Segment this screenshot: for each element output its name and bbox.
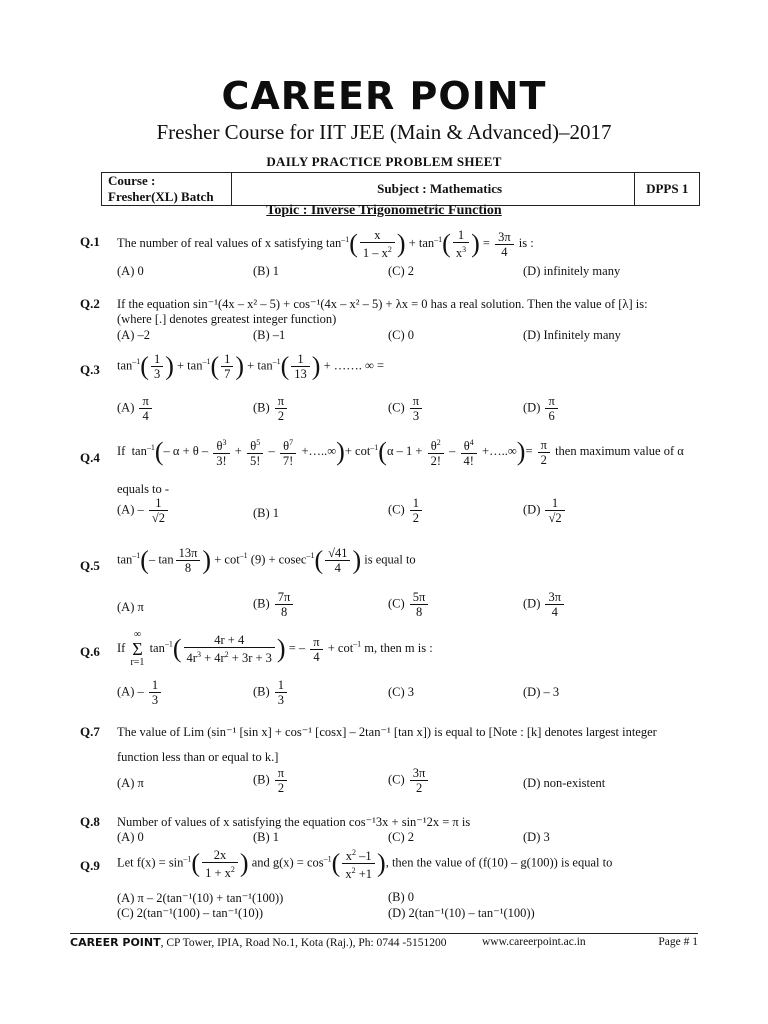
question-number: Q.2 — [80, 296, 100, 311]
option-c: (C) 2(tan⁻¹(100) – tan⁻¹(10)) — [117, 906, 263, 920]
option-d: (D) $\frac{1}{√2}$ — [523, 496, 567, 525]
question-text: The number of real values of x satisfying $\tan^{-1}$( $\frac{x}{1 - x^2}$ ) + $\tan^{-1}$( $\frac{1}{x^3}$ ) = $\frac{3\pi}{4}$ is : — [117, 228, 534, 261]
option-a: (A) π — [117, 600, 144, 614]
question-text: The value of Lim (sin⁻¹ [sin x] + cos⁻¹ [cosx] – 2tan⁻¹ [tan x]) is equal to [Note : [k] denotes largest integer — [117, 725, 657, 739]
question-text: Number of values of x satisfying the equation cos⁻¹3x + sin⁻¹2x = π is — [117, 815, 471, 829]
code-cell: DPPS 1 — [635, 173, 700, 206]
option-b: (B) 1 — [253, 506, 280, 520]
option-c: (C) 3 — [388, 685, 415, 699]
course-info-table — [101, 172, 700, 206]
question-number: Q.7 — [80, 724, 100, 739]
option-c: (C) 2 — [388, 264, 415, 278]
question-number: Q.5 — [80, 558, 100, 573]
option-a: (A) – $\frac{1}{√2}$ — [117, 496, 170, 525]
option-d: (D) Infinitely many — [523, 328, 621, 342]
footer-website: www.careerpoint.ac.in — [482, 936, 586, 948]
footer-address: , CP Tower, IPIA, Road No.1, Kota (Raj.), Ph: 0744 -5151200 — [160, 937, 447, 949]
option-d: (D) $\frac{3\pi}{4}$ — [523, 590, 566, 619]
sheet-title: DAILY PRACTICE PROBLEM SHEET — [266, 154, 502, 169]
topic-heading: Topic : Inverse Trigonometric Function — [266, 203, 502, 218]
question-text-cont: function less than or equal to k.] — [117, 750, 279, 764]
question-number: Q.9 — [80, 858, 100, 873]
option-c: (C) $\frac{1}{2}$ — [388, 496, 424, 525]
option-a: (A) $\frac{\pi}{4}$ — [117, 394, 154, 423]
option-d: (D) infinitely many — [523, 264, 621, 278]
question-text: Let $f(x) = \sin^{-1}$( $\frac{2x}{1 + x^2}$ ) and $g(x) = \cos^{-1}$( $\frac{x^2 -1}{x^2 +1}$ ), then the value of (f(10) – g(100)) is equal to — [117, 847, 613, 882]
option-c: (C) $\frac{\pi}{3}$ — [388, 394, 424, 423]
option-c: (C) $\frac{3\pi}{2}$ — [388, 766, 430, 795]
option-d: (D) 3 — [523, 830, 550, 844]
option-b: (B) $\frac{7\pi}{8}$ — [253, 590, 295, 619]
option-a: (A) 0 — [117, 830, 144, 844]
option-d: (D) 2(tan⁻¹(10) – tan⁻¹(100)) — [388, 906, 535, 920]
option-b: (B) 0 — [388, 890, 415, 904]
question-number: Q.6 — [80, 644, 100, 659]
option-b: (B) $\frac{\pi}{2}$ — [253, 394, 289, 423]
option-c: (C) 2 — [388, 830, 415, 844]
course-subtitle: Fresher Course for IIT JEE (Main & Advanced)–2017 — [156, 120, 612, 144]
question-number: Q.8 — [80, 814, 100, 829]
option-b: (B) 1 — [253, 830, 280, 844]
subject-cell: Subject : Mathematics — [232, 173, 635, 206]
option-a: (A) π – 2(tan⁻¹(10) + tan⁻¹(100)) — [117, 891, 284, 905]
option-a: (A) π — [117, 776, 144, 790]
option-c: (C) $\frac{5\pi}{8}$ — [388, 590, 430, 619]
option-d: (D) non-existent — [523, 776, 606, 790]
question-text: If ∞ Σ r=1 $\tan^{-1}$( $\frac{4r + 4}{4r^3 + 4r^2 + 3r + 3}$ ) = – $\frac{\pi}{4}$ + $\cot^{-1} m$, then m is : — [117, 629, 433, 668]
course-cell: Course : Fresher(XL) Batch — [102, 173, 232, 206]
question-text: If the equation sin⁻¹(4x – x² – 5) + cos⁻¹(4x – x² – 5) + λx = 0 has a real solution. Then the value of [λ] is: — [117, 297, 648, 311]
question-text: $\tan^{-1}(-$ tan $\frac{13\pi}{8}$ ) + $\cot^{-1} (9) + cosec^{-1}$( $\frac{√41}{4}$ ) is equal to — [117, 545, 416, 575]
option-a: (A) 0 — [117, 264, 144, 278]
option-d: (D) $\frac{\pi}{6}$ — [523, 394, 560, 423]
option-c: (C) 0 — [388, 328, 415, 342]
question-text: $\tan^{-1}$( $\frac{1}{3}$ ) + $\tan^{-1}$( $\frac{1}{7}$ ) + $\tan^{-1}$( $\frac{1}{13}$ ) + ……. ∞ = — [117, 351, 385, 381]
option-b: (B) $\frac{1}{3}$ — [253, 678, 289, 707]
question-number: Q.3 — [80, 362, 100, 377]
option-a: (A) –2 — [117, 328, 150, 342]
question-number: Q.1 — [80, 234, 100, 249]
footer-brand: CAREER POINT — [70, 936, 161, 949]
page-footer — [70, 936, 698, 949]
question-text: If $\tan^{-1}(-$ α + θ – $\frac{\theta^3}{3!}$ + $\frac{\theta^5}{5!}$ – $\frac{\theta^7}{7!}$ +…..∞)+ $\cot^{-1}(\alpha - 1$ + $\frac{\theta^2}{2!}$ – $\frac{\theta^4}{4!}$ +…..∞)= $\frac{\pi}{2}$ then maximum value of α — [117, 437, 684, 469]
option-b: (B) $\frac{\pi}{2}$ — [253, 766, 289, 795]
brand-logo-text: CAREER POINT — [221, 74, 547, 118]
question-number: Q.4 — [80, 450, 100, 465]
option-d: (D) – 3 — [523, 685, 560, 699]
option-a: (A) – $\frac{1}{3}$ — [117, 678, 163, 707]
footer-page-number: Page # 1 — [658, 936, 698, 948]
option-b: (B) –1 — [253, 328, 286, 342]
question-text-cont: equals to - — [117, 482, 170, 496]
question-note: (where [.] denotes greatest integer function) — [117, 312, 337, 326]
footer-divider — [70, 933, 698, 934]
option-b: (B) 1 — [253, 264, 280, 278]
